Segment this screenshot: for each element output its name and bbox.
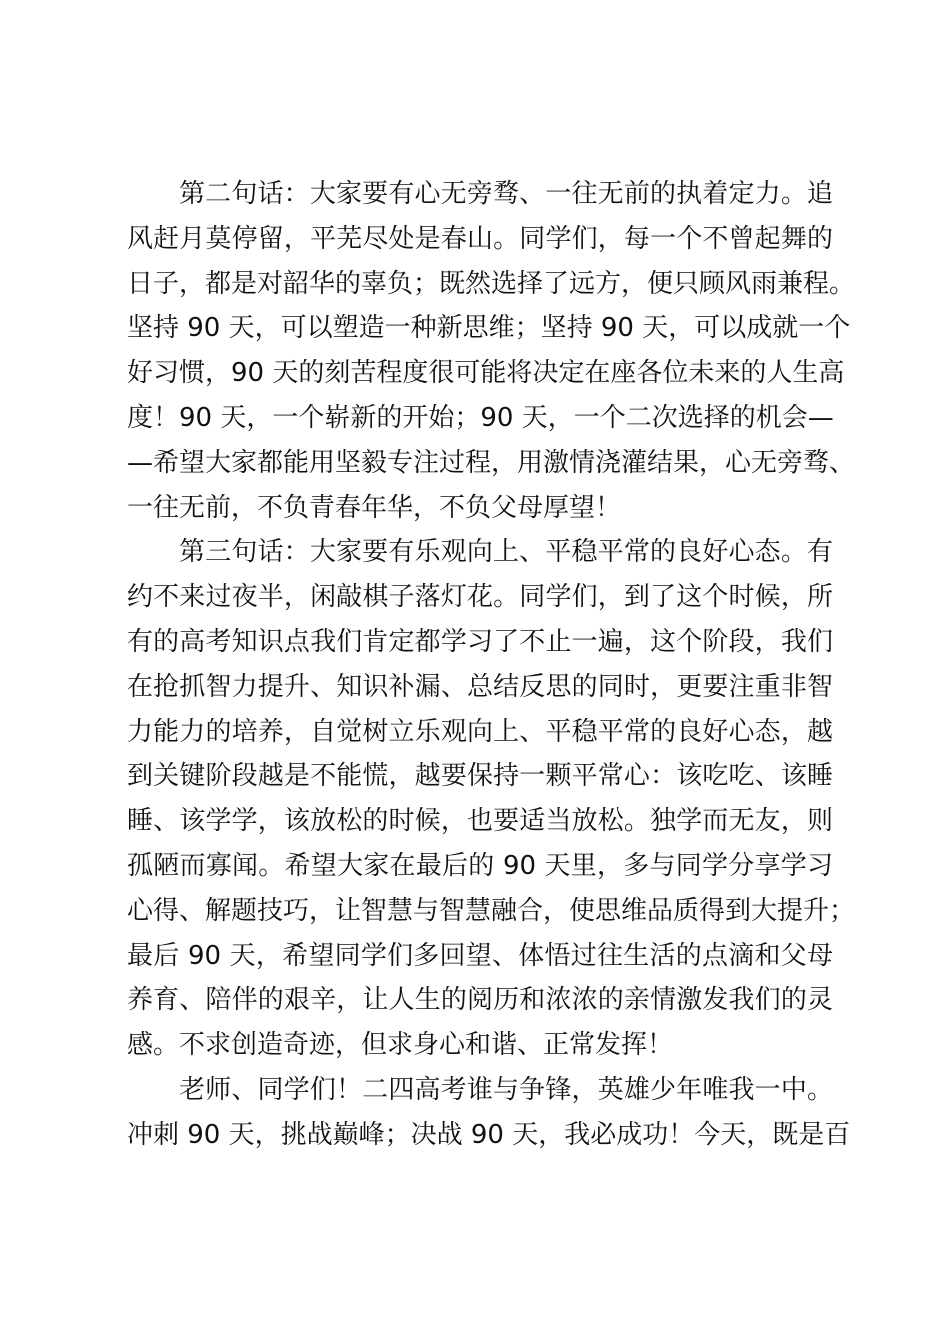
text-line: 坚持 90 天，可以塑造一种新思维；坚持 90 天，可以成就一个 xyxy=(127,313,851,344)
text-line: 感。不求创造奇迹，但求身心和谐、正常发挥！ xyxy=(127,1030,674,1061)
text-line: 风赶月莫停留，平芜尽处是春山。同学们，每一个不曾起舞的 xyxy=(127,223,833,254)
text-line: 第二句话：大家要有心无旁骛、一往无前的执着定力。追 xyxy=(179,179,833,209)
text-line: 力能力的培养，自觉树立乐观向上、平稳平常的良好心态，越 xyxy=(127,716,833,747)
text-line: 第三句话：大家要有乐观向上、平稳平常的良好心态。有 xyxy=(179,537,833,568)
text-line: 孤陋而寡闻。希望大家在最后的 90 天里，多与同学分享学习 xyxy=(127,850,833,881)
text-line: 有的高考知识点我们肯定都学习了不止一遍，这个阶段，我们 xyxy=(127,626,833,657)
text-line: 冲刺 90 天，挑战巅峰；决战 90 天，我必成功！今天，既是百 xyxy=(127,1119,851,1150)
text-line: 老师、同学们！二四高考谁与争锋，英雄少年唯我一中。 xyxy=(179,1074,833,1105)
text-line: 睡、该学学，该放松的时候，也要适当放松。独学而无友，则 xyxy=(127,806,833,837)
paragraph xyxy=(127,1068,851,1158)
text-line: 最后 90 天，希望同学们多回望、体悟过往生活的点滴和父母 xyxy=(127,940,833,971)
document-body xyxy=(127,172,856,1158)
text-line: 一往无前，不负青春年华，不负父母厚望！ xyxy=(127,492,622,523)
text-line: 好习惯，90 天的刻苦程度很可能将决定在座各位未来的人生高 xyxy=(127,358,845,389)
paragraph xyxy=(127,530,856,1068)
paragraph xyxy=(127,172,856,530)
text-line: 在抢抓智力提升、知识补漏、总结反思的同时，更要注重非智 xyxy=(127,671,833,702)
text-line: 约不来过夜半，闲敲棋子落灯花。同学们，到了这个时候，所 xyxy=(127,582,833,613)
text-line: 到关键阶段越是不能慌，越要保持一颗平常心：该吃吃、该睡 xyxy=(127,761,833,792)
text-line: 养育、陪伴的艰辛，让人生的阅历和浓浓的亲情激发我们的灵 xyxy=(127,985,833,1016)
text-line: —希望大家都能用坚毅专注过程，用激情浇灌结果，心无旁骛、 xyxy=(127,447,856,478)
text-line: 日子，都是对韶华的辜负；既然选择了远方，便只顾风雨兼程。 xyxy=(127,268,856,299)
text-line: 心得、解题技巧，让智慧与智慧融合，使思维品质得到大提升； xyxy=(127,895,856,926)
text-line: 度！90 天，一个崭新的开始；90 天，一个二次选择的机会— xyxy=(127,402,834,433)
